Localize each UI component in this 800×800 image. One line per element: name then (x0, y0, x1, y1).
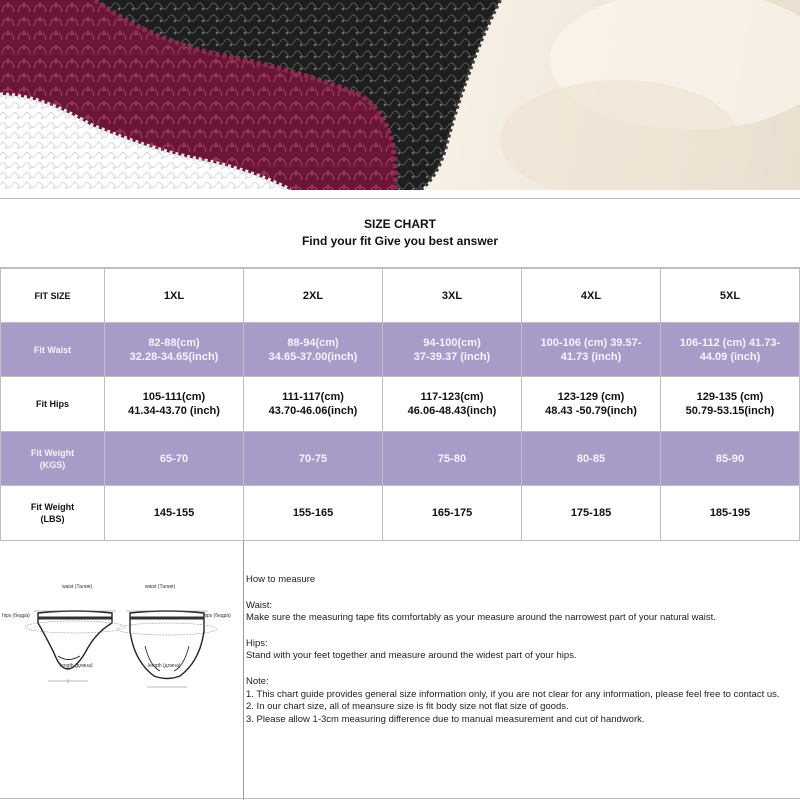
front-waist-label: waist (Талия) (62, 584, 93, 590)
size-3xl: 3XL (383, 269, 522, 323)
size-chart (0, 198, 800, 541)
hips-2xl: 111-117(cm) 43.70-46.06(inch) (244, 377, 383, 432)
fit-weight-lbs-label: Fit Weight (LBS) (1, 486, 105, 541)
measurement-diagram (0, 571, 243, 721)
size-4xl: 4XL (522, 269, 661, 323)
size-5xl: 5XL (661, 269, 800, 323)
section-divider (243, 541, 244, 800)
hips-title: Hips: (246, 637, 268, 649)
fit-size-label: FIT SIZE (1, 269, 105, 323)
waist-title: Waist: (246, 599, 273, 611)
hips-5xl: 129-135 (cm) 50.79-53.15(inch) (661, 377, 800, 432)
note-title: Note: (246, 675, 269, 687)
size-chart-title: SIZE CHART (364, 217, 436, 231)
note-2: 2. In our chart size, all of meansure size is fit body size not flat size of goods. (246, 701, 569, 713)
bottom-border (0, 798, 800, 799)
size-row (1, 269, 800, 323)
front-length-label: length (длина) (60, 663, 93, 669)
fit-hips-label: Fit Hips (1, 377, 105, 432)
lace-fabric-image (0, 0, 800, 190)
weight-lbs-5xl: 185-195 (661, 486, 800, 541)
size-1xl: 1XL (105, 269, 244, 323)
weight-lbs-3xl: 165-175 (383, 486, 522, 541)
hips-instructions: Stand with your feet together and measure around the widest part of your hips. (246, 650, 577, 662)
front-hips-label: hips (бедра) (2, 613, 30, 619)
back-length-label: length (длина) (148, 663, 181, 669)
note-1: 1. This chart guide provides general size information only, if you are not clear for any information, please feel free to contact us. (246, 688, 780, 700)
measure-heading: How to measure (246, 574, 316, 585)
fit-waist-label: Fit Waist (1, 323, 105, 377)
weight-kgs-1xl: 65-70 (105, 432, 244, 486)
weight-lbs-2xl: 155-165 (244, 486, 383, 541)
note-3: 3. Please allow 1-3cm measuring difference due to manual measurement and cut of handwork. (246, 713, 645, 725)
hips-row (1, 377, 800, 432)
size-table (0, 268, 800, 541)
size-chart-header (0, 198, 800, 268)
how-to-measure (246, 574, 796, 726)
hips-1xl: 105-111(cm) 41.34-43.70 (inch) (105, 377, 244, 432)
weight-kgs-5xl: 85-90 (661, 432, 800, 486)
fit-weight-kgs-label: Fit Weight (KGS) (1, 432, 105, 486)
back-waist-label: waist (Талия) (145, 584, 176, 590)
weight-lbs-4xl: 175-185 (522, 486, 661, 541)
hips-3xl: 117-123(cm) 46.06-48.43(inch) (383, 377, 522, 432)
size-chart-subtitle: Find your fit Give you best answer (301, 234, 499, 248)
hips-4xl: 123-129 (cm) 48.43 -50.79(inch) (522, 377, 661, 432)
weight-lbs-row (1, 486, 800, 541)
back-hips-label: hips (бедра) (203, 613, 231, 619)
weight-lbs-1xl: 145-155 (105, 486, 244, 541)
waist-5xl: 106-112 (cm) 41.73- 44.09 (inch) (661, 323, 800, 377)
waist-instructions: Make sure the measuring tape fits comfortably as your measure around the narrowest part of your natural waist. (246, 612, 716, 624)
weight-kgs-4xl: 80-85 (522, 432, 661, 486)
waist-2xl: 88-94(cm) 34.65-37.00(inch) (244, 323, 383, 377)
size-2xl: 2XL (244, 269, 383, 323)
waist-row (1, 323, 800, 377)
measure-section (0, 541, 800, 800)
weight-kgs-row (1, 432, 800, 486)
product-photo (0, 0, 800, 190)
weight-kgs-2xl: 70-75 (244, 432, 383, 486)
waist-3xl: 94-100(cm) 37-39.37 (inch) (383, 323, 522, 377)
weight-kgs-3xl: 75-80 (383, 432, 522, 486)
waist-4xl: 100-106 (cm) 39.57- 41.73 (inch) (522, 323, 661, 377)
briefs-diagram-icon (0, 571, 243, 721)
waist-1xl: 82-88(cm) 32.28-34.65(inch) (105, 323, 244, 377)
